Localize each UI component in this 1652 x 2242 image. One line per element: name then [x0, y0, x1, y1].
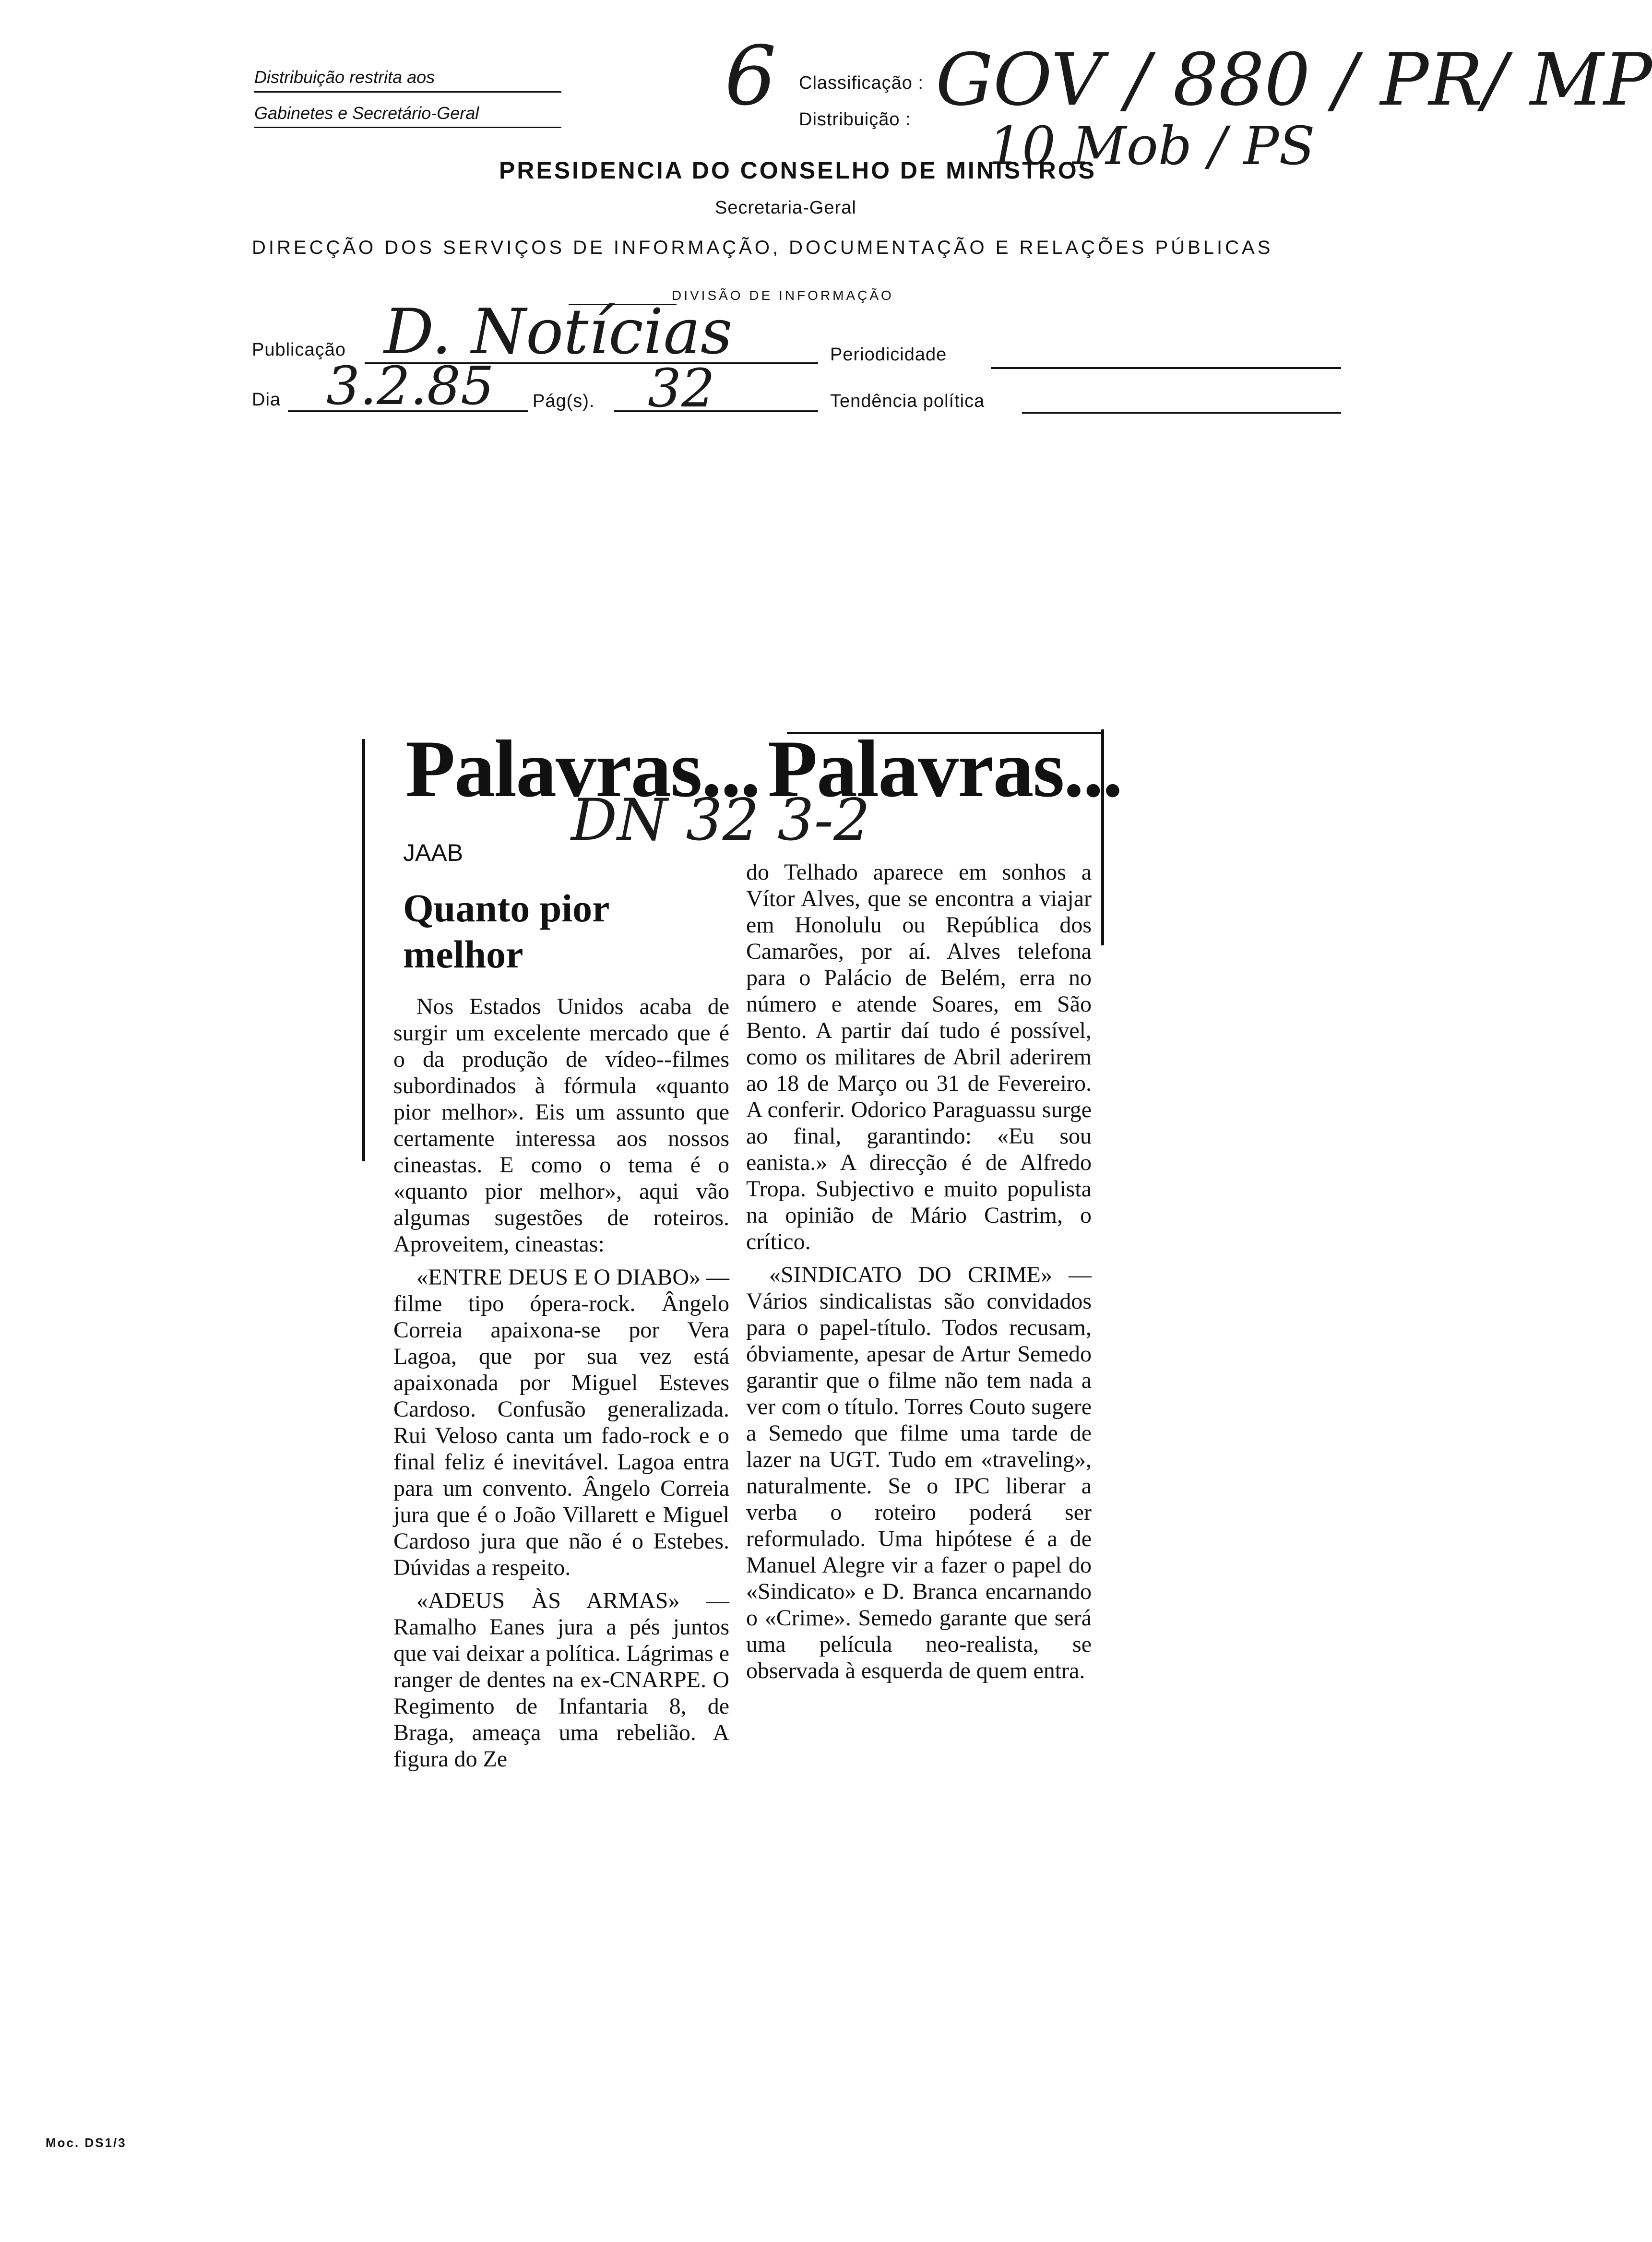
article-paragraph: Nos Estados Unidos acaba de surgir um excelente mercado que é o da produção de vídeo--filmes subordinados à fórmula «quanto pior melhor». Eis um assunto que certamente interessa aos nossos cineastas. E como o tema é o «quanto pior melhor», aqui vão algumas sugestões de roteiros. Aproveitem, cineastas:	[393, 994, 729, 1257]
dia-value: 3.2.85	[326, 355, 494, 417]
byline: JAAB	[403, 839, 464, 866]
dia-label: Dia	[252, 390, 281, 410]
publicacao-label: Publicação	[252, 340, 346, 360]
pags-field-line	[614, 410, 818, 412]
tendencia-label: Tendência política	[830, 391, 985, 411]
distribuicao-label: Distribuição :	[799, 109, 911, 130]
article-paragraph: «ADEUS ÀS ARMAS» — Ramalho Eanes jura a pés juntos que vai deixar a política. Lágrimas e ranger de dentes na ex-CNARPE. O Regimento de Infantaria 8, de Braga, ameaça uma rebelião. A figura do Ze	[393, 1588, 729, 1772]
handwritten-copy-number: 6	[725, 29, 777, 124]
direccao-servicos: DIRECÇÃO DOS SERVIÇOS DE INFORMAÇÃO, DOCUMENTAÇÃO E RELAÇÕES PÚBLICAS	[252, 237, 1273, 258]
headline-right: Palavras...	[768, 724, 1122, 814]
handwritten-reference: DN 32 3-2	[571, 787, 870, 854]
distribution-line-1: Distribuição restrita aos	[254, 67, 435, 87]
article-column-1	[393, 993, 729, 1779]
divisao-informacao: DIVISÃO DE INFORMAÇÃO	[672, 288, 894, 303]
periodicidade-field-line	[991, 367, 1341, 369]
distribution-underline-2	[254, 127, 561, 128]
clipping-left-border	[362, 739, 365, 1161]
publicacao-value: D. Notícias	[384, 295, 733, 368]
subheadline: Quanto pior melhor	[403, 886, 609, 976]
distribution-underline-1	[254, 91, 561, 93]
handwritten-distribution: 10 Mob / PS	[988, 115, 1315, 177]
form-code: Moc. DS1/3	[46, 2135, 127, 2150]
article-paragraph: «ENTRE DEUS E O DIABO» — filme tipo ópera-rock. Ângelo Correia apaixona-se por Vera Lagoa, que por sua vez está apaixonada por Miguel Esteves Cardoso. Confusão generalizada. Rui Veloso canta um fado-rock e o final feliz é inevitável. Lagoa entra para um convento. Ângelo Correia jura que é o João Villarett e Miguel Cardoso jura que não é o Estebes. Dúvidas a respeito.	[393, 1264, 729, 1580]
article-paragraph: «SINDICATO DO CRIME» — Vários sindicalistas são convidados para o papel-título. Todos recusam, óbviamente, apesar de Artur Semedo garantir que o filme não tem nada a ver com o título. Torres Couto sugere a Semedo que filme uma tarde de lazer na UGT. Tudo em «traveling», naturalmente. Se o IPC liberar a verba o roteiro poderá ser reformulado. Uma hipótese é a de Manuel Alegre vir a fazer o papel do «Sindicato» e D. Branca encarnando o «Crime». Semedo garante que será uma película neo-realista, se observada à esquerda de quem entra.	[746, 1262, 1092, 1683]
classificacao-label: Classificação :	[799, 73, 924, 93]
distribution-line-2: Gabinetes e Secretário-Geral	[254, 103, 479, 123]
handwritten-classification: GOV / 880 / PR/ MP	[936, 38, 1652, 122]
pags-label: Pág(s).	[533, 391, 595, 411]
pags-value: 32	[648, 358, 715, 419]
periodicidade-label: Periodicidade	[830, 345, 947, 365]
headline-left: Palavras...	[405, 724, 760, 814]
article-paragraph: do Telhado aparece em sonhos a Vítor Alves, que se encontra a viajar em Honolulu ou República dos Camarões, por aí. Alves telefona para o Palácio de Belém, erra no número e atende Soares, em São Bento. A partir daí tudo é possível, como os militares de Abril aderirem ao 18 de Março ou 31 de Fevereiro. A conferir. Odorico Paraguassu surge ao final, garantindo: «Eu sou eanista.» A direcção é de Alfredo Tropa. Subjectivo e muito populista na opinião de Mário Castrim, o crítico.	[746, 859, 1092, 1254]
article-column-2	[746, 859, 1092, 1691]
secretaria-geral: Secretaria-Geral	[715, 198, 856, 218]
institution-name: PRESIDENCIA DO CONSELHO DE MINISTROS	[499, 157, 1097, 184]
tendencia-field-line	[1022, 412, 1341, 414]
